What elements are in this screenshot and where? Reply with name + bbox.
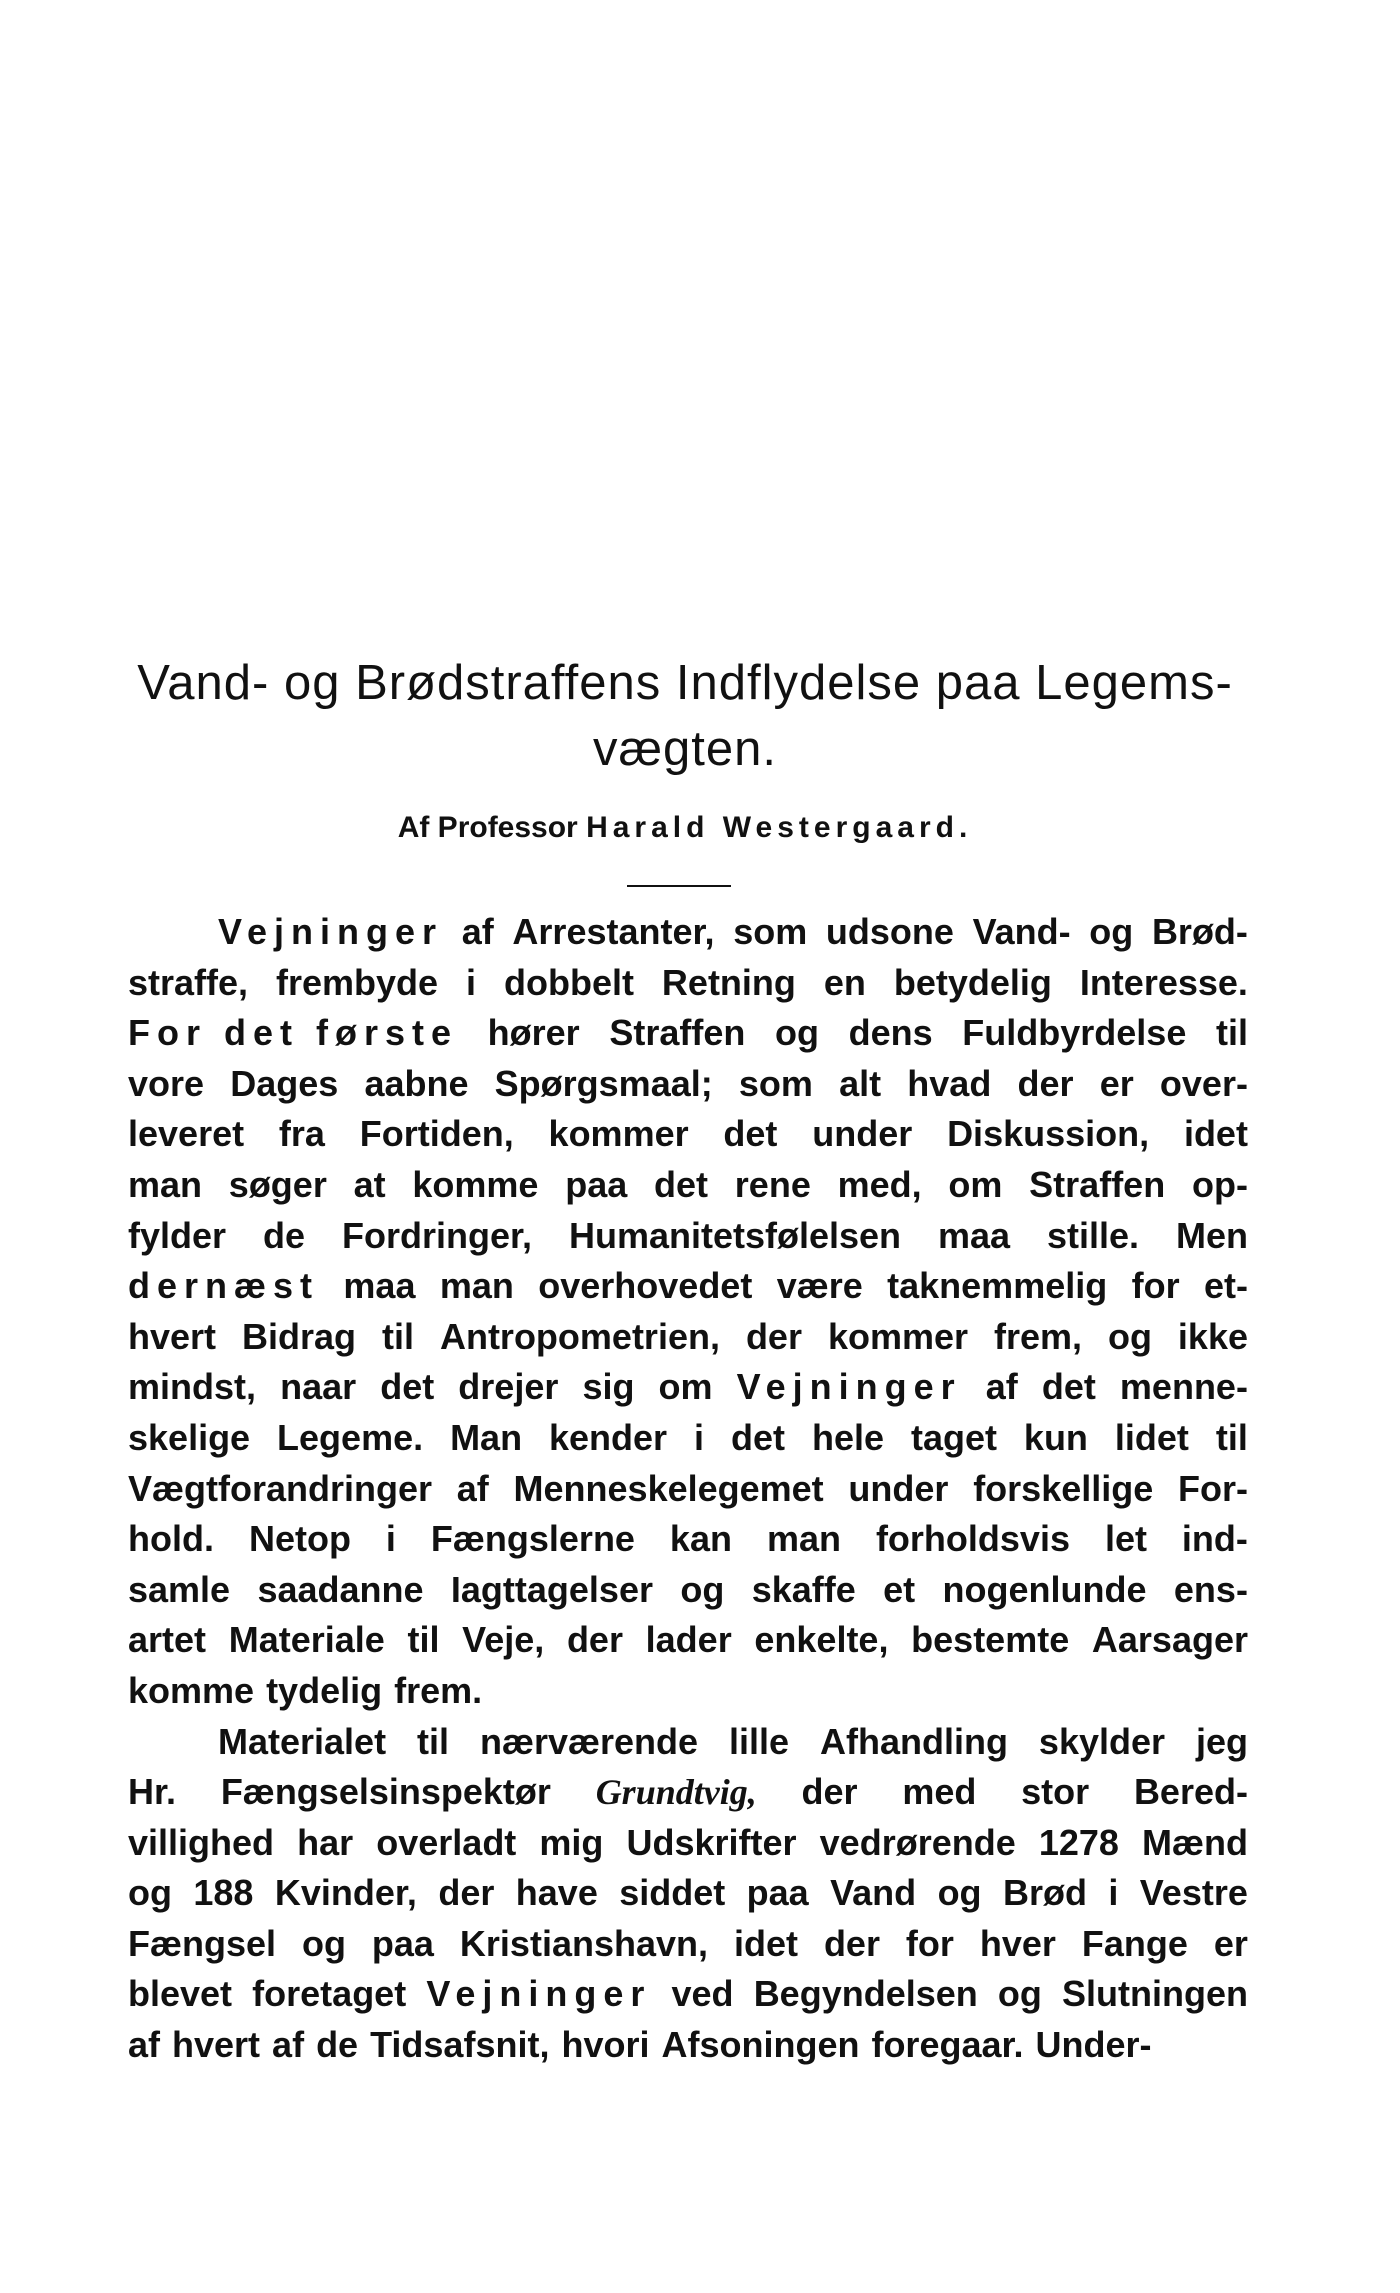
author-prefix: Af Professor [397,811,578,844]
text-line: fylder de Fordringer, Humanitetsfølelsen maa stille. Men [128,1214,1248,1256]
text-line: man søger at komme paa det rene med, om Straffen op- [128,1163,1248,1205]
text-line: hvert Bidrag til Antropometrien, der kommer frem, og ikke [128,1315,1248,1357]
title-divider [627,885,731,887]
author-name: Harald Westergaard. [586,811,973,844]
text-line: artet Materiale til Veje, der lader enkelte, bestemte Aarsager [128,1619,1248,1661]
paragraph-2 [128,1717,1248,2071]
text-line: Vægtforandringer af Menneskelegemet under forskellige For- [128,1467,1248,1509]
article-body [128,907,1248,2071]
article-title [130,650,1240,782]
text-line: samle saadanne Iagttagelser og skaffe et nogenlunde ens- [128,1568,1248,1610]
text-line: For det første hører Straffen og dens Fuldbyrdelse til [128,1012,1248,1054]
text-line: vore Dages aabne Spørgsmaal; som alt hvad der er over- [128,1062,1248,1104]
paragraph-1 [128,907,1248,1717]
text-line: og 188 Kvinder, der have siddet paa Vand og Brød i Vestre [128,1872,1248,1914]
author-byline [130,811,1240,845]
text-line: dernæst maa man overhovedet være taknemmelig for et- [128,1265,1248,1307]
text-line: komme tydelig frem. [128,1669,483,1711]
text-line: blevet foretaget Vejninger ved Begyndelsen og Slutningen [128,1973,1248,2015]
text-line: Vejninger af Arrestanter, som udsone Vand- og Brød- [218,911,1248,952]
title-line-2: vægten. [592,722,778,776]
text-line: skelige Legeme. Man kender i det hele taget kun lidet til [128,1416,1248,1458]
text-line: leveret fra Fortiden, kommer det under Diskussion, idet [128,1113,1248,1155]
text-line: af hvert af de Tidsafsnit, hvori Afsoningen foregaar. Under- [128,2024,1152,2066]
text-line: villighed har overladt mig Udskrifter vedrørende 1278 Mænd [128,1821,1248,1863]
text-line: Materialet til nærværende lille Afhandling skylder jeg [218,1720,1248,1762]
text-line: mindst, naar det drejer sig om Vejninger af det menne- [128,1366,1248,1408]
title-line-1: Vand- og Brødstraffens Indflydelse paa Legems- [137,656,1233,710]
text-line: hold. Netop i Fængslerne kan man forholdsvis let ind- [128,1518,1248,1560]
text-line: straffe, frembyde i dobbelt Retning en betydelig Interesse. [128,961,1248,1003]
text-line: Hr. Fængselsinspektør Grundtvig, der med stor Bered- [128,1771,1248,1813]
text-line: Fængsel og paa Kristianshavn, idet der for hver Fange er [128,1922,1248,1964]
